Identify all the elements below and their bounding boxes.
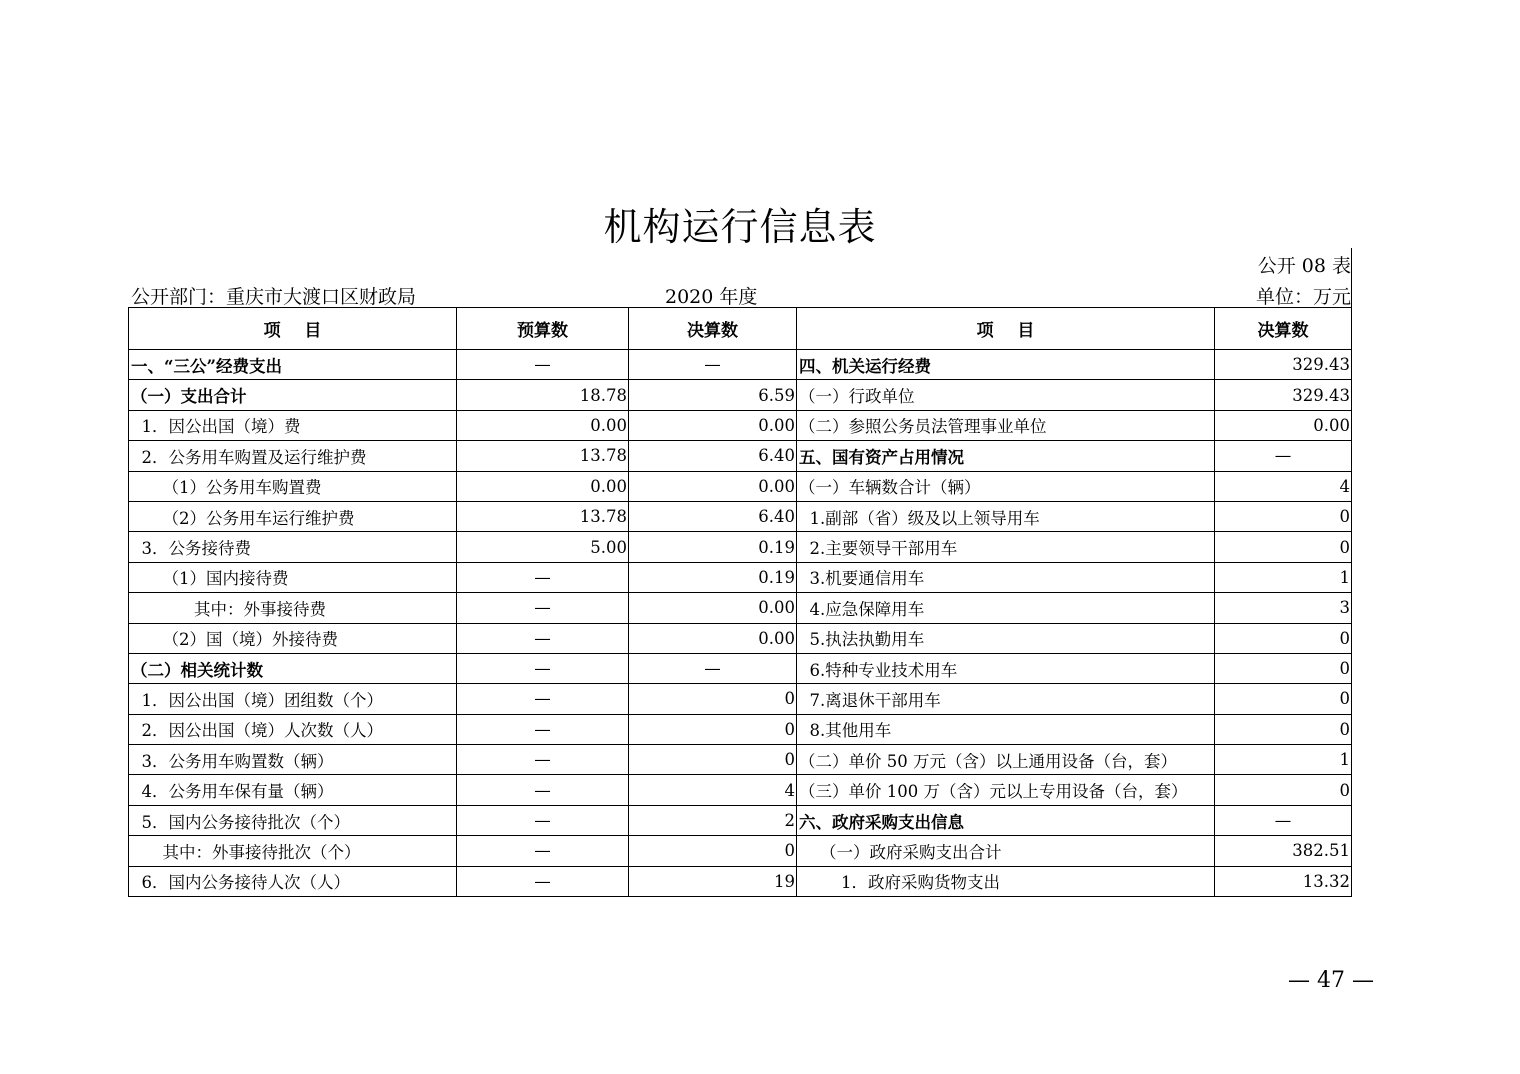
final-right-value: 3 bbox=[1215, 593, 1352, 623]
item-right: 五、国有资产占用情况 bbox=[797, 441, 1215, 471]
final-value: — bbox=[629, 350, 797, 380]
final-value: 0.19 bbox=[629, 562, 797, 592]
final-value: 4 bbox=[629, 775, 797, 805]
final-right-value: 0 bbox=[1215, 653, 1352, 683]
final-right-value: 1 bbox=[1215, 745, 1352, 775]
final-right-value: — bbox=[1215, 441, 1352, 471]
table-row bbox=[129, 410, 1352, 440]
budget-value: — bbox=[457, 866, 629, 896]
item-left: 3．公务用车购置数（辆） bbox=[129, 745, 457, 775]
item-left: 1．因公出国（境）费 bbox=[129, 410, 457, 440]
final-right-value: 4 bbox=[1215, 471, 1352, 501]
table-row bbox=[129, 684, 1352, 714]
table-row bbox=[129, 593, 1352, 623]
final-value: 0 bbox=[629, 745, 797, 775]
item-left: （2）公务用车运行维护费 bbox=[129, 501, 457, 531]
form-number: 公开 08 表 bbox=[1257, 255, 1351, 277]
table-row bbox=[129, 866, 1352, 896]
budget-value: 0.00 bbox=[457, 471, 629, 501]
item-left: 4．公务用车保有量（辆） bbox=[129, 775, 457, 805]
item-left: 一、“三公”经费支出 bbox=[129, 350, 457, 380]
budget-value: — bbox=[457, 653, 629, 683]
table-row bbox=[129, 532, 1352, 562]
final-right-value: 13.32 bbox=[1215, 866, 1352, 896]
col-header-final: 决算数 bbox=[629, 308, 797, 350]
item-right: 4.应急保障用车 bbox=[797, 593, 1215, 623]
item-right: （二）参照公务员法管理事业单位 bbox=[797, 410, 1215, 440]
item-right: 3.机要通信用车 bbox=[797, 562, 1215, 592]
table-row bbox=[129, 775, 1352, 805]
final-value: 0 bbox=[629, 836, 797, 866]
table-row bbox=[129, 653, 1352, 683]
budget-value: — bbox=[457, 593, 629, 623]
table-row bbox=[129, 714, 1352, 744]
budget-value: 13.78 bbox=[457, 501, 629, 531]
budget-value: — bbox=[457, 805, 629, 835]
budget-value: — bbox=[457, 684, 629, 714]
budget-value: 13.78 bbox=[457, 441, 629, 471]
item-left: 2．公务用车购置及运行维护费 bbox=[129, 441, 457, 471]
fiscal-year: 2020 年度 bbox=[665, 286, 758, 308]
budget-value: — bbox=[457, 350, 629, 380]
budget-value: — bbox=[457, 623, 629, 653]
table-row bbox=[129, 805, 1352, 835]
table-row bbox=[129, 562, 1352, 592]
item-right: 8.其他用车 bbox=[797, 714, 1215, 744]
item-right: 1.副部（省）级及以上领导用车 bbox=[797, 501, 1215, 531]
table-body bbox=[129, 350, 1352, 897]
final-value: 0.00 bbox=[629, 593, 797, 623]
final-right-value: 1 bbox=[1215, 562, 1352, 592]
final-value: 0 bbox=[629, 684, 797, 714]
budget-value: — bbox=[457, 562, 629, 592]
item-left: 其中：外事接待批次（个） bbox=[129, 836, 457, 866]
item-left: （2）国（境）外接待费 bbox=[129, 623, 457, 653]
budget-value: 0.00 bbox=[457, 410, 629, 440]
final-right-value: 382.51 bbox=[1215, 836, 1352, 866]
item-right: （一）行政单位 bbox=[797, 380, 1215, 410]
department-label: 公开部门：重庆市大渡口区财政局 bbox=[131, 286, 417, 308]
final-right-value: 329.43 bbox=[1215, 350, 1352, 380]
budget-value: — bbox=[457, 745, 629, 775]
item-right: 1．政府采购货物支出 bbox=[797, 866, 1215, 896]
final-right-value: 0 bbox=[1215, 532, 1352, 562]
item-left: 5．国内公务接待批次（个） bbox=[129, 805, 457, 835]
item-left: （一）支出合计 bbox=[129, 380, 457, 410]
table-row bbox=[129, 441, 1352, 471]
col-header-item-right: 项 目 bbox=[797, 308, 1215, 350]
item-left: 6．国内公务接待人次（人） bbox=[129, 866, 457, 896]
unit-label: 单位：万元 bbox=[1255, 286, 1351, 308]
final-value: — bbox=[629, 653, 797, 683]
item-right: 六、政府采购支出信息 bbox=[797, 805, 1215, 835]
item-left: 其中：外事接待费 bbox=[129, 593, 457, 623]
table-row bbox=[129, 745, 1352, 775]
budget-value: — bbox=[457, 714, 629, 744]
final-value: 0.00 bbox=[629, 410, 797, 440]
budget-value: 18.78 bbox=[457, 380, 629, 410]
budget-value: — bbox=[457, 836, 629, 866]
final-value: 6.59 bbox=[629, 380, 797, 410]
final-value: 0.00 bbox=[629, 623, 797, 653]
final-right-value: 0 bbox=[1215, 623, 1352, 653]
table-row bbox=[129, 836, 1352, 866]
item-right: （二）单价 50 万元（含）以上通用设备（台，套） bbox=[797, 745, 1215, 775]
table-row bbox=[129, 623, 1352, 653]
page-title: 机构运行信息表 bbox=[603, 205, 877, 249]
final-value: 19 bbox=[629, 866, 797, 896]
final-value: 6.40 bbox=[629, 501, 797, 531]
item-left: 3．公务接待费 bbox=[129, 532, 457, 562]
item-left: （1）公务用车购置费 bbox=[129, 471, 457, 501]
final-right-value: 0 bbox=[1215, 684, 1352, 714]
table-row bbox=[129, 501, 1352, 531]
item-left: （二）相关统计数 bbox=[129, 653, 457, 683]
final-right-value: — bbox=[1215, 805, 1352, 835]
header-divider bbox=[1351, 248, 1352, 308]
item-right: 7.离退休干部用车 bbox=[797, 684, 1215, 714]
info-table bbox=[128, 307, 1352, 897]
table-row bbox=[129, 471, 1352, 501]
final-right-value: 0 bbox=[1215, 501, 1352, 531]
final-value: 6.40 bbox=[629, 441, 797, 471]
col-header-item: 项 目 bbox=[129, 308, 457, 350]
final-right-value: 0 bbox=[1215, 775, 1352, 805]
final-value: 0.00 bbox=[629, 471, 797, 501]
final-right-value: 329.43 bbox=[1215, 380, 1352, 410]
col-header-budget: 预算数 bbox=[457, 308, 629, 350]
budget-value: 5.00 bbox=[457, 532, 629, 562]
table-header-row bbox=[129, 308, 1352, 350]
item-right: 5.执法执勤用车 bbox=[797, 623, 1215, 653]
table-row bbox=[129, 380, 1352, 410]
item-right: 2.主要领导干部用车 bbox=[797, 532, 1215, 562]
final-value: 0.19 bbox=[629, 532, 797, 562]
item-right: （一）车辆数合计（辆） bbox=[797, 471, 1215, 501]
item-right: 6.特种专业技术用车 bbox=[797, 653, 1215, 683]
item-left: （1）国内接待费 bbox=[129, 562, 457, 592]
item-left: 2．因公出国（境）人次数（人） bbox=[129, 714, 457, 744]
final-value: 2 bbox=[629, 805, 797, 835]
page-number: — 47 — bbox=[1288, 968, 1374, 993]
final-right-value: 0 bbox=[1215, 714, 1352, 744]
final-value: 0 bbox=[629, 714, 797, 744]
item-left: 1．因公出国（境）团组数（个） bbox=[129, 684, 457, 714]
item-right: （三）单价 100 万（含）元以上专用设备（台，套） bbox=[797, 775, 1215, 805]
item-right: 四、机关运行经费 bbox=[797, 350, 1215, 380]
budget-value: — bbox=[457, 775, 629, 805]
col-header-final-right: 决算数 bbox=[1215, 308, 1352, 350]
final-right-value: 0.00 bbox=[1215, 410, 1352, 440]
table-row bbox=[129, 350, 1352, 380]
item-right: （一）政府采购支出合计 bbox=[797, 836, 1215, 866]
